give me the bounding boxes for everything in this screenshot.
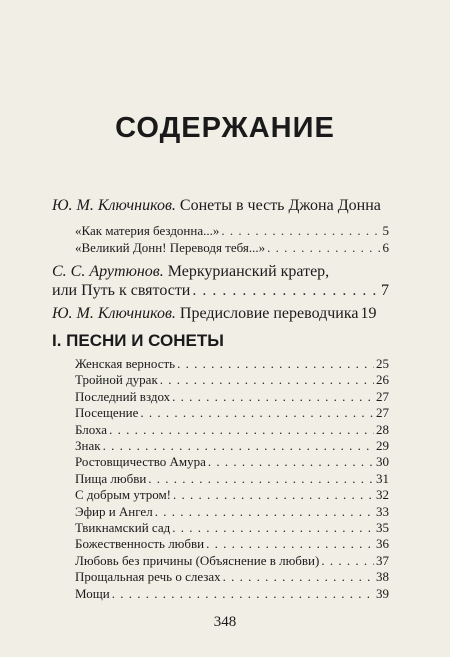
subentry-label: «Как материя бездонна...»: [75, 223, 220, 238]
toc-row-label: Блоха: [75, 421, 108, 437]
toc-row: [75, 536, 389, 552]
toc-row-page: 33: [376, 503, 389, 519]
toc-row-page: 36: [376, 536, 389, 552]
entry-title: Сонеты в честь Джона Донна: [175, 197, 381, 214]
leader-dots: [206, 536, 374, 552]
toc-row-page: 35: [376, 520, 389, 535]
toc-row-label: Женская верность: [75, 356, 176, 371]
toc-row-label: Твикнамский сад: [75, 520, 171, 535]
toc-row: [75, 487, 389, 503]
toc-subentry-1: [75, 223, 389, 239]
leader-dots: [192, 281, 379, 300]
entry-title: Меркурианский кратер,: [163, 263, 330, 280]
entry-title: Предисловие переводчика: [175, 305, 359, 322]
toc-row-label: Ростовщичество Амура: [75, 454, 206, 470]
entry-page: 19: [360, 305, 377, 322]
leader-dots: [155, 504, 374, 520]
leader-dots: [140, 405, 374, 421]
leader-dots: [223, 569, 374, 585]
toc-row: [75, 569, 389, 585]
leader-dots: [267, 240, 380, 256]
toc-row: [75, 372, 389, 388]
page-number: 348: [213, 614, 237, 630]
toc-row: [75, 389, 389, 405]
toc-row: [75, 504, 389, 520]
toc-row-label: Прощальная речь о слезах: [75, 569, 221, 585]
toc-row-page: 29: [376, 438, 389, 453]
toc-row-label: С добрым утром!: [75, 487, 172, 503]
toc-row: [75, 553, 389, 569]
toc-entry-2: [52, 262, 392, 281]
toc-row: [75, 454, 389, 470]
leader-dots: [172, 520, 374, 536]
leader-dots: [221, 223, 380, 239]
toc-row-label: Последний вздох: [75, 388, 171, 404]
toc-row-page: 26: [376, 372, 389, 388]
toc-row-label: Эфир и Ангел: [75, 503, 153, 519]
entry-author: С. С. Арутюнов.: [52, 263, 164, 280]
leader-dots: [177, 356, 374, 372]
leader-dots: [172, 389, 374, 405]
toc-row-label: Мощи: [75, 585, 110, 601]
toc-row: [75, 356, 389, 372]
toc-row-page: 30: [376, 454, 389, 470]
toc-entry-3: [52, 304, 389, 323]
toc-row-label: Любовь без причины (Объяснение в любви): [75, 552, 320, 568]
toc-row: [75, 586, 389, 602]
leader-dots: [109, 422, 374, 438]
toc-row-label: Знак: [75, 438, 101, 453]
subentry-page: 6: [382, 240, 389, 255]
toc-row-page: 31: [376, 470, 389, 486]
page-title: СОДЕРЖАНИЕ: [115, 112, 335, 144]
toc-row-page: 38: [376, 569, 389, 585]
entry-author: Ю. М. Ключников.: [52, 305, 176, 322]
toc-subentry-2: [75, 240, 389, 256]
leader-dots: [208, 454, 374, 470]
leader-dots: [321, 553, 374, 569]
subentry-label: «Великий Донн! Переводя тебя...»: [75, 240, 266, 255]
leader-dots: [160, 372, 374, 388]
toc-row-page: 32: [376, 487, 389, 503]
section-heading: I. ПЕСНИ И СОНЕТЫ: [52, 331, 224, 350]
toc-row-page: 27: [376, 405, 389, 421]
toc-row-page: 25: [376, 356, 389, 371]
toc-row: [75, 405, 389, 421]
toc-row-label: Божественность любви: [75, 536, 205, 552]
toc-row-page: 27: [376, 388, 389, 404]
subentry-page: 5: [382, 223, 389, 238]
leader-dots: [103, 438, 374, 454]
toc-row-page: 28: [376, 421, 389, 437]
toc-row-label: Тройной дурак: [75, 372, 158, 388]
leader-dots: [173, 487, 374, 503]
leader-dots: [148, 471, 374, 487]
toc-row-label: Пища любви: [75, 470, 147, 486]
entry-page: 7: [381, 282, 389, 299]
toc-row-page: 39: [376, 585, 389, 601]
toc-row: [75, 438, 389, 454]
toc-row-page: 37: [376, 552, 389, 568]
toc-entry-1: [52, 196, 392, 215]
toc-entry-2-line-2: [52, 281, 389, 300]
toc-row: [75, 422, 389, 438]
toc-row: [75, 520, 389, 536]
leader-dots: [112, 586, 374, 602]
toc-row: [75, 471, 389, 487]
entry-author: Ю. М. Ключников.: [52, 197, 176, 214]
toc-row-label: Посещение: [75, 405, 139, 421]
entry-title-cont: или Путь к святости: [52, 282, 191, 299]
